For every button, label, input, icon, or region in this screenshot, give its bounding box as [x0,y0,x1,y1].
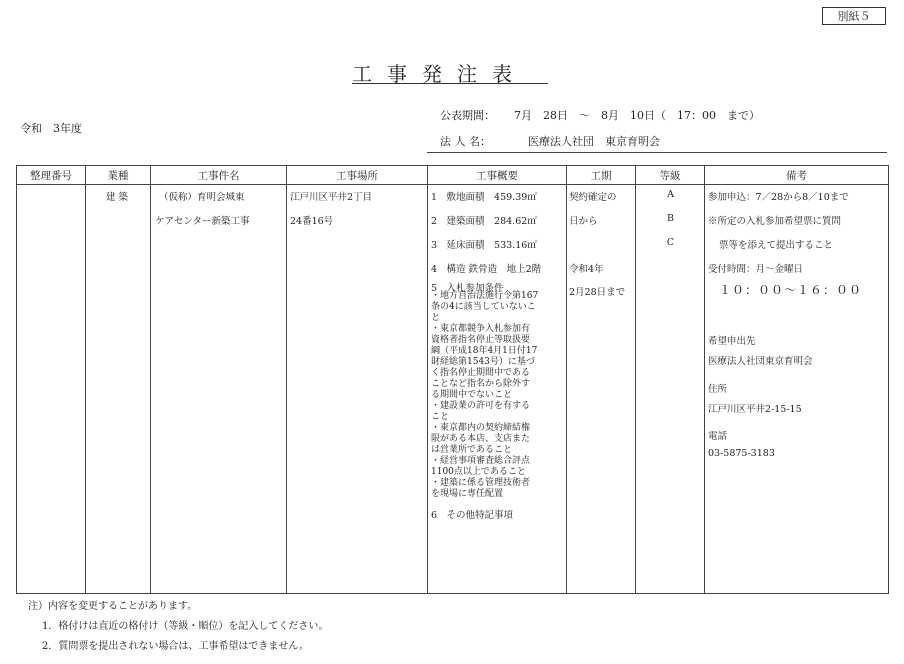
participation-line: を現場に専任配置 [431,489,504,499]
remarks-address: 江戸川区平井2-15-15 [708,404,802,415]
note-item-1: 1．格付けは直近の格付け（等級・順位）を記入してください。 [42,621,329,632]
remarks-entry: 参加申込：7／28から8／10まで [708,192,849,203]
participation-line: と [431,313,441,323]
remarks-note-line1: ※所定の入札参加希望票に質問 [708,216,842,227]
header-project-name: 工事件名 [151,166,287,185]
cell-industry [86,185,151,594]
project-name-line2: ケアセンター新築工事 [155,216,250,227]
table-header-row [17,166,889,185]
participation-line: く指名停止期間中である [431,368,531,378]
cell-location [287,185,428,594]
participation-line: ・建築に係る管理技術者 [431,478,531,488]
period-line4: 2月28日まで [569,287,626,298]
participation-line: ・東京都競争入札参加有 [431,324,531,334]
overview-building-area: 2 建築面積 284.62㎡ [431,216,537,227]
grade-c: C [666,237,675,248]
header-industry: 業種 [86,166,151,185]
remarks-applicant: 医療法人社団東京育明会 [708,356,813,367]
table-row [17,185,889,594]
cell-project-name [151,185,287,594]
participation-line: ・東京都内の契約締結権 [431,423,531,433]
remarks-phone-label: 電話 [708,431,728,442]
note-item-2: 2．質問票を提出されない場合は、工事希望はできません。 [42,641,309,652]
remarks-hours-label: 受付時間：月～金曜日 [708,264,804,275]
fiscal-year: 令和 3年度 [20,122,82,135]
cell-remarks [705,185,889,594]
corporation-label: 法 人 名： [440,135,491,148]
remarks-address-label: 住所 [708,384,728,395]
participation-line: ・経営事項審査総合評点 [431,456,531,466]
participation-title: 5 入札参加条件 [431,283,504,294]
remarks-hours: １０：００～１６：００ [719,283,863,297]
corporation-name: 医療法人社団 東京育明会 [528,135,660,148]
publication-label: 公表期間： [440,109,495,122]
location-line2: 24番16号 [290,216,334,227]
header-remarks: 備考 [705,166,889,185]
participation-line: る期間中でないこと [431,390,513,400]
participation-line: ことなど指名から除外す [431,379,531,389]
title-underline [352,83,548,84]
participation-line: ・建設業の許可を有する [431,401,531,411]
participation-line: 限がある本店、支店また [431,434,531,444]
overview-other: 6 その他特記事項 [431,510,514,521]
remarks-applicant-label: 希望申出先 [708,336,756,347]
annex-label: 別紙５ [822,7,886,25]
page-title: 工事発注表 [352,62,527,86]
grade-b: B [667,213,674,224]
period-line1: 契約確定の [569,192,617,203]
overview-structure: 4 構造 鉄骨造 地上2階 [431,264,542,275]
construction-order-table [16,165,889,594]
project-name-line1: （仮称）育明会城東 [159,192,245,203]
header-number: 整理番号 [17,166,86,185]
participation-line: 資格者指名停止等取扱要 [431,335,531,345]
cell-number [17,185,86,594]
participation-line: 財経総第1543号）に基づ [431,357,535,367]
cell-period [567,185,636,594]
overview-site-area: 1 敷地面積 459.39㎡ [431,192,537,203]
header-grade: 等級 [636,166,705,185]
participation-line: 1100点以上であること [431,467,526,477]
remarks-phone: 03-5875-3183 [708,448,775,459]
cell-overview [428,185,567,594]
participation-line: ・地方自治法施行令第167 [431,291,539,301]
industry-value: 建 築 [106,192,129,203]
header-location: 工事場所 [287,166,428,185]
participation-line: 綱（平成18年4月1日付17 [431,346,538,356]
overview-floor-area: 3 延床面積 533.16㎡ [431,240,537,251]
grade-a: A [667,189,674,200]
header-overview: 工事概要 [428,166,567,185]
participation-line: 条の4に該当していないこ [431,302,536,312]
participation-line: は営業所であること [431,445,513,455]
participation-line: こと [431,412,450,422]
header-period: 工期 [567,166,636,185]
cell-grade [636,185,705,594]
header-divider [427,152,887,153]
notes-heading: 注）内容を変更することがあります。 [28,601,198,612]
location-line1: 江戸川区平井2丁目 [290,192,373,203]
remarks-note-line2: 票等を添えて提出すること [719,240,834,251]
period-line2: 日から [569,216,598,227]
period-line3: 令和4年 [569,264,604,275]
publication-period: 7月 28日 ～ 8月 10日（ 17：00 まで） [514,109,760,122]
